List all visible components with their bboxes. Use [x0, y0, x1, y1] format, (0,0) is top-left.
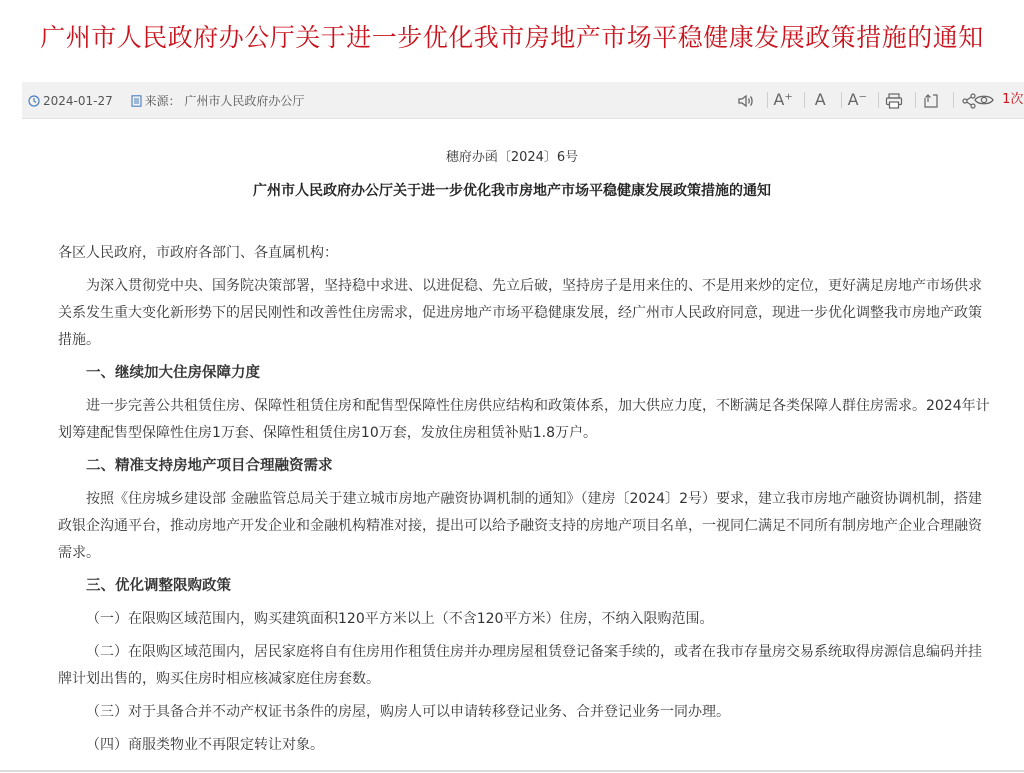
bottom-divider — [0, 770, 1024, 772]
share-out-button[interactable] — [915, 88, 947, 112]
source-value: 广州市人民政府办公厅 — [184, 94, 305, 108]
meta-info — [28, 92, 304, 110]
view-count-value: 1次 — [1002, 92, 1024, 107]
clock-icon — [28, 95, 40, 110]
font-decrease-button[interactable]: A⁻ — [841, 88, 873, 112]
policy-item-3: （三）对于具备合并不动产权证书条件的房屋，购房人可以申请转移登记业务、合并登记业务一同办理。 — [86, 704, 730, 720]
document-number: 穗府办函〔2024〕6号 — [445, 150, 579, 165]
policy-item-4: （四）商服类物业不再限定转让对象。 — [86, 737, 324, 753]
font-reset-button[interactable]: A — [804, 88, 836, 112]
printer-icon — [885, 90, 903, 109]
article-body — [58, 240, 992, 765]
font-increase-button[interactable]: A⁺ — [767, 88, 799, 112]
publish-date: 2024-01-27 — [43, 94, 113, 108]
print-button[interactable] — [878, 88, 910, 112]
section-heading-3: 三、优化调整限购政策 — [86, 578, 231, 594]
external-share-icon — [923, 90, 939, 109]
document-title: 广州市人民政府办公厅关于进一步优化我市房地产市场平稳健康发展政策措施的通知 — [253, 183, 771, 199]
meta-bar — [22, 82, 1024, 119]
policy-item-1: （一）在限购区域范围内，购买建筑面积120平方米以上（不含120平方米）住房，不纳入限购范围。 — [86, 611, 714, 627]
section-paragraph-1: 进一步完善公共租赁住房、保障性租赁住房和配售型保障性住房供应结构和政策体系，加大供应力度，不断满足各类保障人群住房需求。2024年计划筹建配售型保障性住房1万套、保障性租赁住房10万套，发放住房租赁补贴1.8万户。 — [58, 398, 990, 441]
intro-paragraph: 为深入贯彻党中央、国务院决策部署，坚持稳中求进、以进促稳、先立后破，坚持房子是用来住的、不是用来炒的定位，更好满足房地产市场供求关系发生重大变化新形势下的居民刚性和改善性住房需求，促进房地产市场平稳健康发展，经广州市人民政府同意，现进一步优化调整我市房地产政策措施。 — [58, 278, 982, 348]
speaker-icon — [737, 90, 755, 109]
page-title: 广州市人民政府办公厅关于进一步优化我市房地产市场平稳健康发展政策措施的通知 — [40, 23, 984, 52]
policy-item-2: （二）在限购区域范围内，居民家庭将自有住房用作租赁住房并办理房屋租赁登记备案手续的，或者在我市存量房交易系统取得房源信息编码并挂牌计划出售的，购买住房时相应核减家庭住房套数。 — [58, 644, 982, 687]
article-toolbar — [730, 88, 985, 112]
view-count — [974, 88, 1023, 112]
audio-read-button[interactable] — [730, 88, 762, 112]
section-heading-1: 一、继续加大住房保障力度 — [86, 365, 260, 381]
eye-icon — [974, 92, 1002, 107]
document-icon — [131, 95, 142, 110]
source-label: 来源： — [144, 94, 181, 108]
section-paragraph-2: 按照《住房城乡建设部 金融监管总局关于建立城市房地产融资协调机制的通知》（建房〔2024〕2号）要求，建立我市房地产融资协调机制，搭建政银企沟通平台，推动房地产开发企业和金融机构精准对接，提出可以给予融资支持的房地产项目名单，一视同仁满足不同所有制房地产企业合理融资需求。 — [58, 491, 982, 561]
section-heading-2: 二、精准支持房地产项目合理融资需求 — [86, 458, 333, 474]
salutation: 各区人民政府，市政府各部门、各直属机构： — [58, 245, 338, 261]
